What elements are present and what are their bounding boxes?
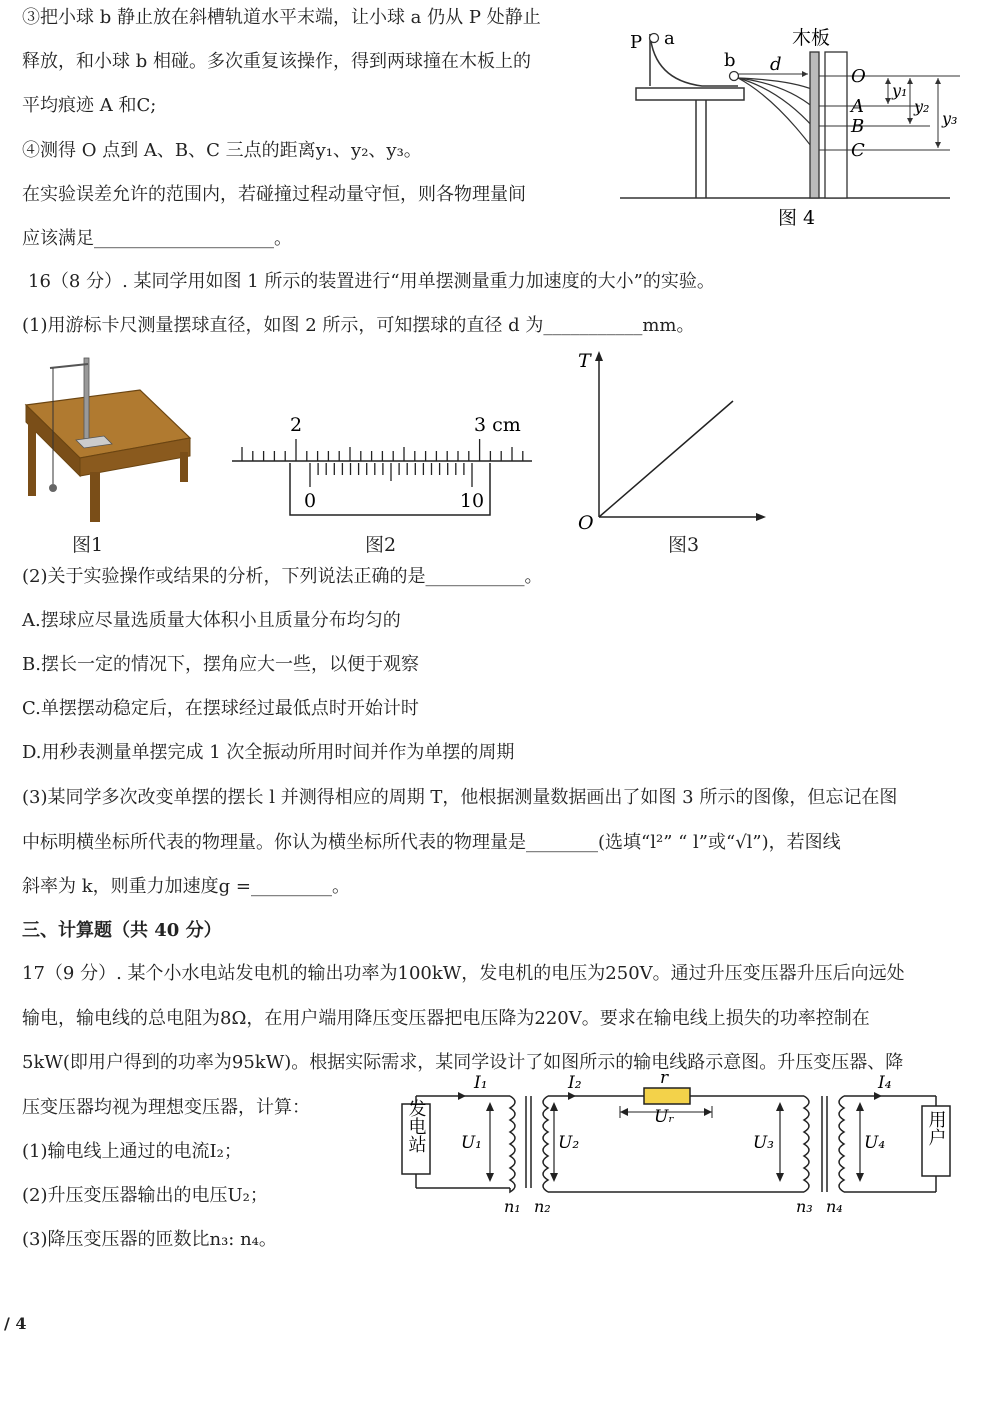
stand-rod — [84, 358, 89, 444]
label-A: A — [851, 96, 864, 117]
q17-line1: 17（9 分）. 某个小水电站发电机的输出功率为100kW，发电机的电压为250V。通过升压变压器升压后向远处 — [22, 963, 905, 984]
q16-header: 16（8 分）. 某同学用如图 1 所示的装置进行“用单摆测量重力加速度的大小”的实验。 — [28, 271, 715, 292]
label-y3: y₃ — [942, 109, 958, 128]
q15-conclusion: 在实验误差允许的范围内，若碰撞过程动量守恒，则各物理量间 — [22, 184, 526, 205]
q16-option-a: A.摆球应尽量选质量大体积小且质量分布均匀的 — [22, 610, 401, 631]
label-U4: U₄ — [864, 1133, 886, 1153]
vernier-label-10: 10 — [459, 490, 485, 512]
label-U2: U₂ — [558, 1133, 580, 1153]
q16-part3-end: 斜率为 k，则重力加速度g =_________。 — [22, 876, 350, 897]
label-I2: I₂ — [568, 1073, 582, 1093]
label-r: r — [660, 1068, 669, 1088]
q16-part1: (1)用游标卡尺测量摆球直径，如图 2 所示，可知摆球的直径 d 为___________mm。 — [22, 315, 695, 336]
label-B: B — [851, 116, 865, 137]
graph-origin-label: O — [578, 512, 594, 534]
line-resistor — [644, 1088, 690, 1104]
q15-step4: ④测得 O 点到 A、B、C 三点的距离y₁、y₂、y₃。 — [22, 140, 422, 161]
pendulum-bob — [49, 484, 57, 492]
q16-part3-cont: 中标明横坐标所代表的物理量。你认为横坐标所代表的物理量是________(选填“l²” “ l”或“√l”)，若图线 — [22, 832, 841, 853]
label-n2: n₂ — [534, 1197, 551, 1216]
q16-option-c: C.单摆摆动稳定后，在摆球经过最低点时开始计时 — [22, 698, 419, 719]
q17-sub3: (3)降压变压器的匝数比n₃: n₄。 — [22, 1229, 277, 1250]
label-o: O — [851, 66, 866, 87]
label-d: d — [770, 54, 782, 75]
figure-4-collision-apparatus — [620, 18, 960, 233]
label-Ur: Uᵣ — [654, 1107, 675, 1127]
label-y1: y₁ — [892, 81, 908, 100]
wooden-board — [810, 52, 819, 198]
station-char-1: 发电站 — [405, 1099, 427, 1153]
user-label: 用户 — [925, 1110, 947, 1146]
figure-4-caption: 图 4 — [778, 207, 816, 229]
q15-step3-end: 平均痕迹 A 和C; — [22, 95, 157, 116]
q17-line3: 5kW(即用户得到的功率为95kW)。根据实际需求，某同学设计了如图所示的输电线路示意图。升压变压器、降 — [22, 1052, 904, 1073]
q17-line4: 压变压器均视为理想变压器，计算： — [22, 1097, 310, 1118]
ball-a — [650, 34, 659, 43]
label-U3: U₃ — [752, 1133, 774, 1153]
figure-1-pendulum — [20, 350, 200, 530]
figure-3-period-graph — [570, 345, 780, 535]
vernier-label-0: 0 — [303, 490, 317, 512]
graph-line — [599, 401, 733, 517]
label-n3: n₃ — [796, 1197, 813, 1216]
label-I4: I₄ — [878, 1073, 892, 1093]
page-footer: / 4 — [4, 1314, 27, 1333]
graph-y-axis-label: T — [578, 350, 591, 372]
q16-option-b: B.摆长一定的情况下，摆角应大一些，以便于观察 — [22, 654, 419, 675]
q16-option-d: D.用秒表测量单摆完成 1 次全振动所用时间并作为单摆的周期 — [22, 742, 515, 763]
label-n1: n₁ — [504, 1197, 521, 1216]
label-b: b — [724, 50, 736, 71]
q16-part3: (3)某同学多次改变单摆的摆长 l 并测得相应的周期 T，他根据测量数据画出了如图 3 所示的图像，但忘记在图 — [22, 787, 898, 808]
q16-part2: (2)关于实验操作或结果的分析，下列说法正确的是___________。 — [22, 566, 543, 587]
figure-1-caption: 图1 — [72, 534, 104, 556]
label-U1: U₁ — [460, 1133, 482, 1153]
ball-b — [730, 72, 739, 81]
q15-conclusion-end: 应该满足____________________。 — [22, 228, 292, 249]
label-C: C — [851, 140, 865, 161]
figure-2-caption: 图2 — [365, 534, 397, 556]
label-y2: y₂ — [914, 97, 930, 116]
figure-transmission-circuit — [398, 1068, 958, 1218]
label-I1: I₁ — [474, 1073, 488, 1093]
main-scale-label-2: 2 — [289, 414, 303, 436]
q15-step3-cont: 释放，和小球 b 相碰。多次重复该操作，得到两球撞在木板上的 — [22, 51, 531, 72]
q15-step3: ③把小球 b 静止放在斜槽轨道水平末端，让小球 a 仍从 P 处静止 — [22, 7, 541, 28]
q17-sub2: (2)升压变压器输出的电压U₂； — [22, 1185, 268, 1206]
main-scale-label-3cm: 3 cm — [474, 414, 521, 436]
label-board: 木板 — [792, 27, 831, 49]
q17-line2: 输电，输电线的总电阻为8Ω，在用户端用降压变压器把电压降为220V。要求在输电线上损失的功率控制在 — [22, 1008, 870, 1029]
figure-3-caption: 图3 — [668, 534, 700, 556]
figure-2-vernier-caliper — [228, 405, 538, 525]
section-3-heading: 三、计算题（共 40 分） — [22, 920, 222, 941]
label-a: a — [664, 28, 675, 49]
label-n4: n₄ — [826, 1197, 843, 1216]
label-p: P — [630, 32, 643, 53]
q17-sub1: (1)输电线上通过的电流I₂； — [22, 1141, 242, 1162]
